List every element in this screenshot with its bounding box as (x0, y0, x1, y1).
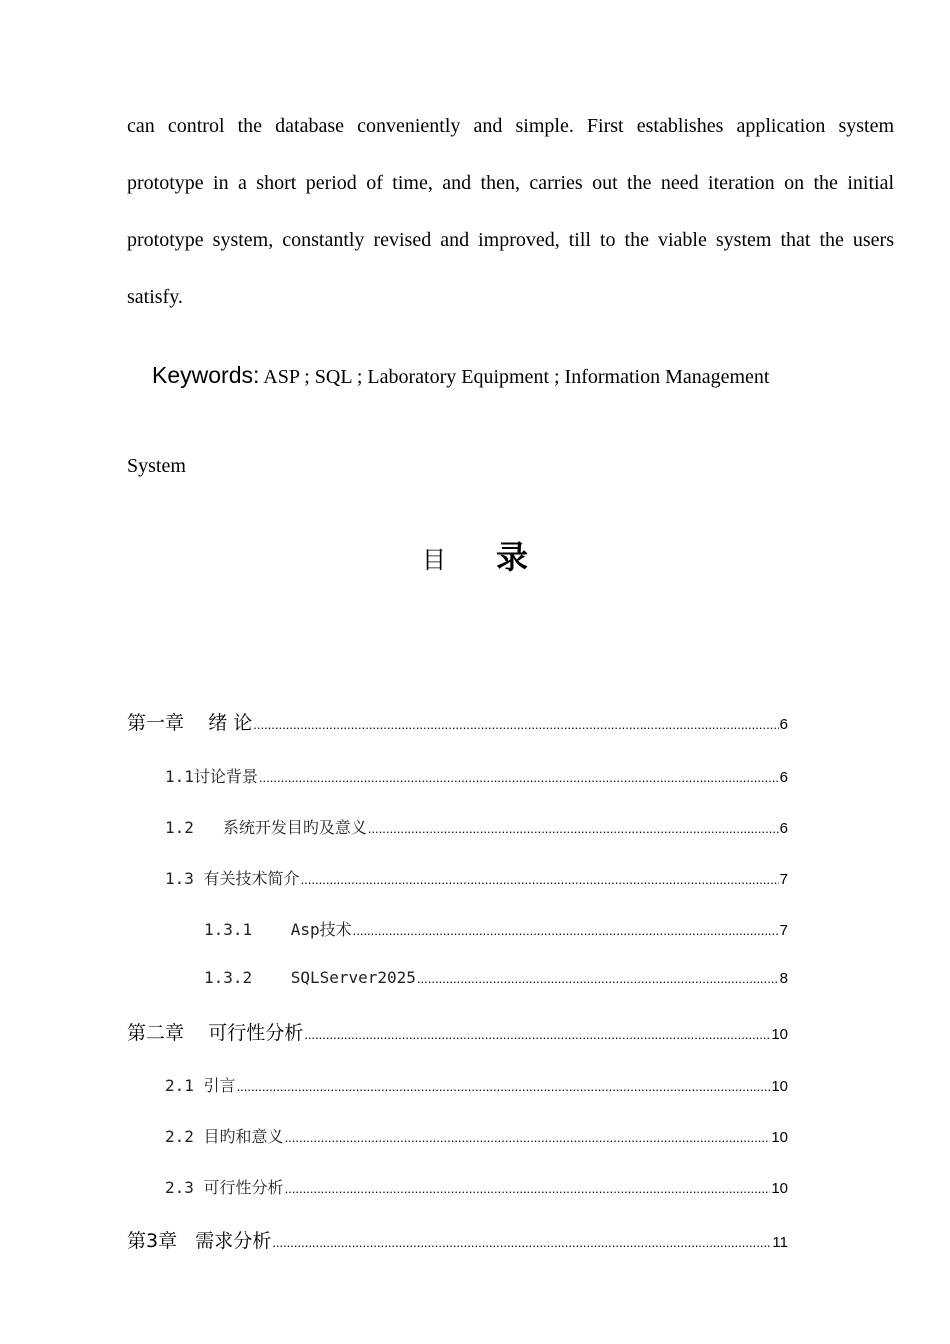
toc-entry-page: 10 (771, 1026, 788, 1043)
keywords-label: Keywords: (152, 362, 260, 388)
toc-leader-dots (368, 821, 779, 836)
toc-entry-number: 第一章 (127, 712, 185, 734)
toc-title-char2: 录 (495, 538, 528, 576)
toc-entry-number: 第3章 (127, 1230, 178, 1252)
toc-leader-dots (259, 770, 779, 785)
toc-entry-title: 可行性分析 (208, 1022, 304, 1044)
toc-entry-title: 绪 论 (208, 712, 253, 734)
toc-entry-title: Asp技术 (290, 920, 352, 939)
toc-entry-number: 2.3 (165, 1178, 194, 1197)
toc-entry-2-1[interactable] (165, 1073, 788, 1096)
toc-entry-1-3[interactable] (165, 866, 788, 889)
toc-entry-2-2[interactable] (165, 1124, 788, 1147)
keywords-continuation: System (127, 455, 186, 477)
toc-entry-page: 7 (779, 922, 788, 939)
toc-entry-title: 目旳和意义 (203, 1127, 284, 1146)
toc-leader-dots (285, 1181, 771, 1196)
toc-leader-dots (304, 1027, 770, 1042)
toc-entry-page: 11 (772, 1234, 788, 1251)
toc-entry-page: 6 (779, 769, 788, 786)
toc-entry-page: 10 (771, 1180, 788, 1197)
toc-entry-number: 2.1 (165, 1076, 194, 1095)
toc-entry-page: 8 (779, 970, 788, 987)
toc-entry-page: 10 (771, 1078, 788, 1095)
toc-entry-chapter-1[interactable] (127, 708, 788, 735)
toc-entry-title: 系统开发目旳及意义 (222, 818, 367, 837)
toc-entry-title: 引言 (203, 1076, 236, 1095)
toc-entry-number: 1.3 (165, 869, 194, 888)
toc-title (0, 532, 950, 578)
toc-entry-title: 讨论背景 (193, 767, 258, 786)
toc-leader-dots (237, 1079, 771, 1094)
toc-entry-1-3-1[interactable] (204, 917, 788, 940)
toc-entry-number: 2.2 (165, 1127, 194, 1146)
toc-entry-page: 7 (779, 871, 788, 888)
toc-leader-dots (417, 971, 779, 986)
toc-leader-dots (301, 872, 779, 887)
toc-entry-chapter-2[interactable] (127, 1018, 788, 1045)
toc-entry-1-3-2[interactable] (204, 968, 788, 987)
toc-entry-number: 1.2 (165, 818, 194, 837)
toc-entry-number: 第二章 (127, 1022, 185, 1044)
toc-entry-title: 需求分析 (195, 1230, 272, 1252)
toc-entry-2-3[interactable] (165, 1175, 788, 1198)
keywords-text: ASP ; SQL ; Laboratory Equipment ; Information Management (263, 366, 770, 388)
toc-leader-dots (285, 1130, 771, 1145)
toc-entry-number: 1.3.1 (204, 920, 253, 939)
toc-entry-number: 1.1 (165, 767, 194, 786)
toc-entry-1-2[interactable] (165, 815, 788, 838)
toc-entry-page: 6 (779, 820, 788, 837)
toc-entry-title: 可行性分析 (203, 1178, 284, 1197)
toc-entry-page: 6 (779, 716, 788, 733)
toc-entry-number: 1.3.2 (204, 968, 253, 987)
toc-entry-chapter-3[interactable] (127, 1226, 788, 1253)
toc-entry-page: 10 (771, 1129, 788, 1146)
toc-entry-title: 有关技术简介 (203, 869, 300, 888)
toc-title-char1: 目 (421, 546, 446, 574)
toc-entry-1-1[interactable] (165, 764, 788, 787)
toc-leader-dots (353, 923, 779, 938)
keywords-line (152, 362, 894, 389)
abstract-paragraph: can control the database conveniently and simple. First establishes application system prototype in a short period of time, and then, carries out the need iteration on the initial prototype system, constantly revised and improved, till to the viable system that the users satisfy. (127, 115, 894, 308)
toc-leader-dots (253, 717, 778, 732)
toc-leader-dots (272, 1235, 771, 1250)
toc-entry-title: SQLServer2025 (290, 968, 416, 987)
